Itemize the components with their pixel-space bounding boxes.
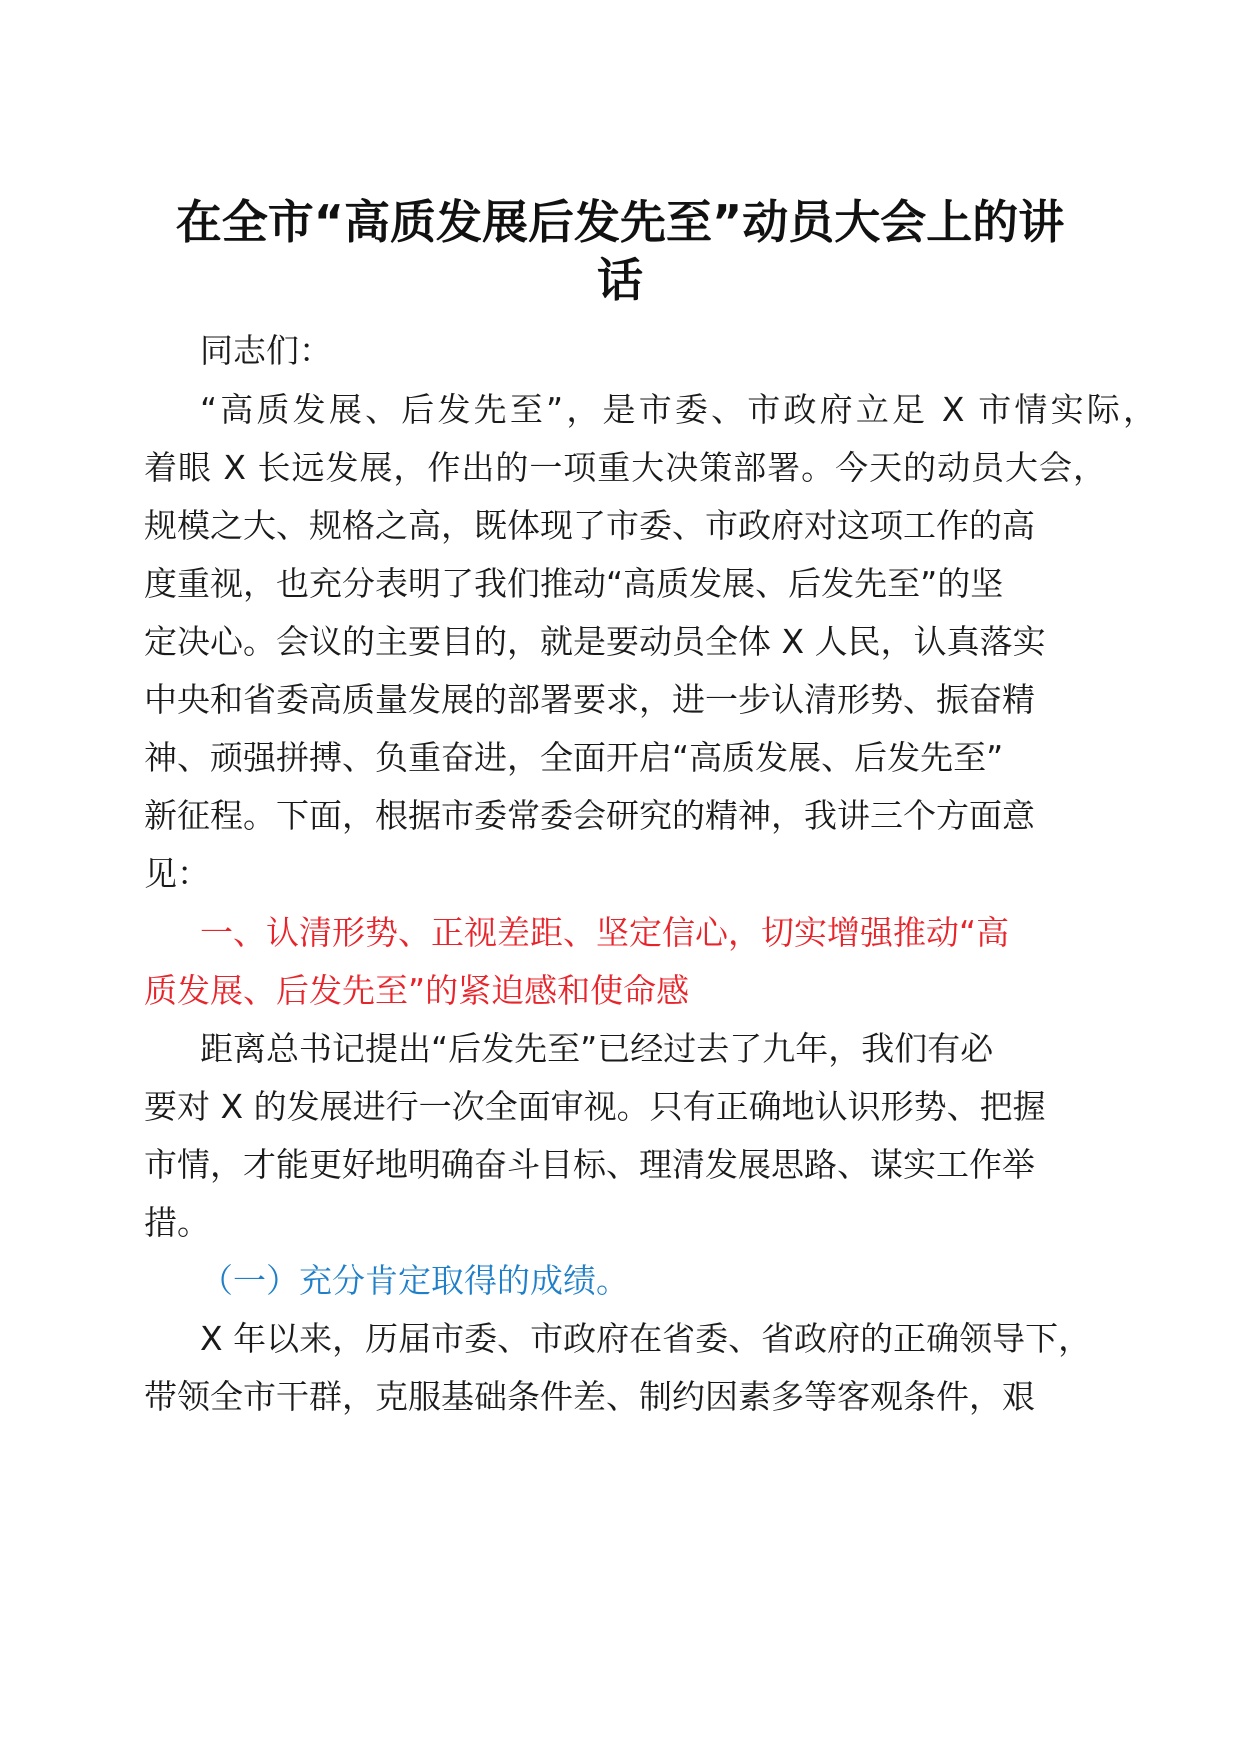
paragraph-2-line-1: 距离总书记提出“后发先至”已经过去了九年，我们有必 xyxy=(200,1029,994,1068)
paragraph-3-line-1: X 年以来，历届市委、市政府在省委、省政府的正确领导下， xyxy=(200,1319,1092,1358)
salutation: 同志们： xyxy=(200,331,332,370)
subsection-heading-1: （一）充分肯定取得的成绩。 xyxy=(200,1261,629,1300)
paragraph-2-line-3: 市情，才能更好地明确奋斗目标、理清发展思路、谋实工作举 xyxy=(144,1145,1035,1184)
paragraph-1-line-2: 着眼 X 长远发展，作出的一项重大决策部署。今天的动员大会， xyxy=(144,448,1106,487)
paragraph-1-line-8: 新征程。下面，根据市委常委会研究的精神，我讲三个方面意 xyxy=(144,796,1035,835)
paragraph-1-line-7: 神、顽强拼搏、负重奋进，全面开启“高质发展、后发先至” xyxy=(144,738,1004,777)
section-heading-1-line-2: 质发展、后发先至”的紧迫感和使命感 xyxy=(144,971,690,1010)
paragraph-1-line-9: 见： xyxy=(144,854,210,893)
paragraph-3-line-2: 带领全市干群，克服基础条件差、制约因素多等客观条件，艰 xyxy=(144,1377,1035,1416)
title-line-2: 话 xyxy=(597,253,643,307)
paragraph-2-line-4: 措。 xyxy=(144,1203,210,1242)
paragraph-2-line-2: 要对 X 的发展进行一次全面审视。只有正确地认识形势、把握 xyxy=(144,1087,1046,1126)
paragraph-1-line-4: 度重视，也充分表明了我们推动“高质发展、后发先至”的坚 xyxy=(144,564,1004,603)
paragraph-1-line-6: 中央和省委高质量发展的部署要求，进一步认清形势、振奋精 xyxy=(144,680,1035,719)
paragraph-1-line-5: 定决心。会议的主要目的，就是要动员全体 X 人民，认真落实 xyxy=(144,622,1046,661)
paragraph-1-line-1: “高质发展、后发先至”，是市委、市政府立足 X 市情实际， xyxy=(200,390,1156,429)
title-line-1: 在全市“高质发展后发先至”动员大会上的讲 xyxy=(175,195,1065,249)
paragraph-1-line-3: 规模之大、规格之高，既体现了市委、市政府对这项工作的高 xyxy=(144,506,1035,545)
section-heading-1-line-1: 一、认清形势、正视差距、坚定信心，切实增强推动“高 xyxy=(200,913,1010,952)
